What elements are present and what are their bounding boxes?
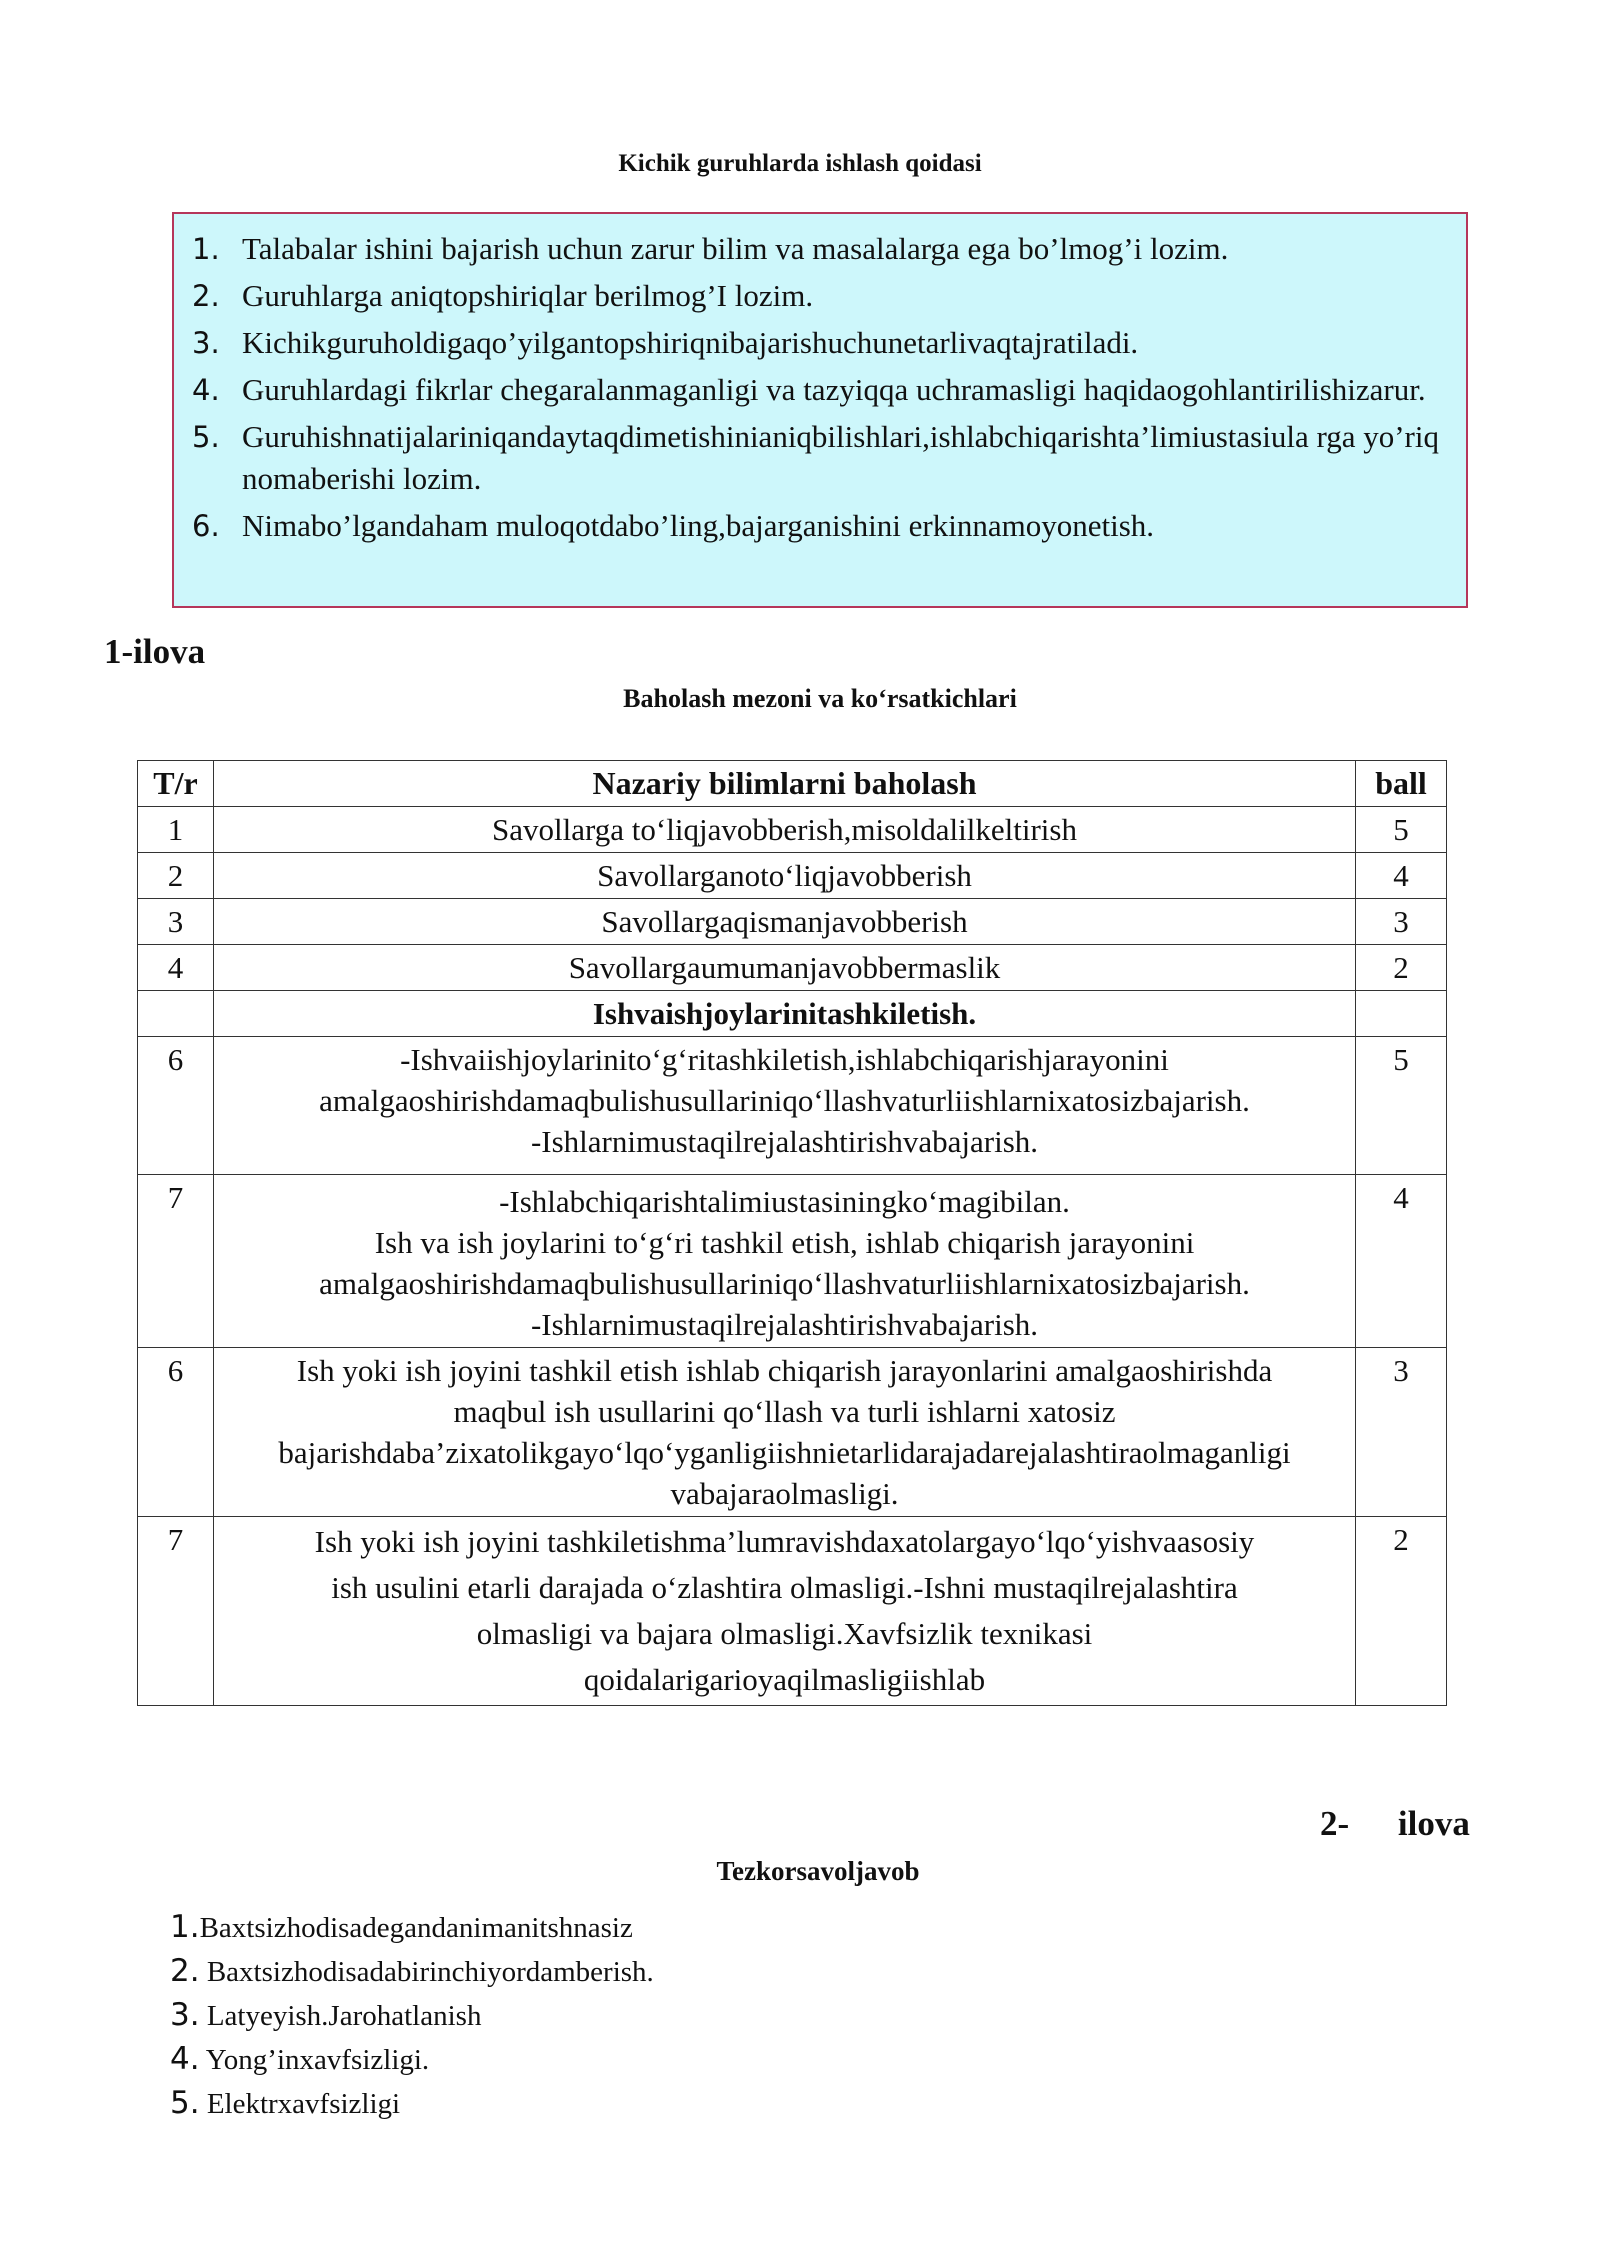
- criteria-line: -Ishlarnimustaqilrejalashtirishvabajarish.: [530, 1307, 1039, 1342]
- row-number: 6: [138, 1037, 214, 1175]
- row-ball: 2: [1356, 1517, 1447, 1706]
- rule-item: [192, 275, 1442, 317]
- criteria-line: Savollarga to‘liqjavobberish,misoldalilkeltirish: [492, 812, 1077, 847]
- question-text: Yong’inxavfsizligi.: [205, 2044, 430, 2076]
- rule-item: [192, 228, 1442, 270]
- question-number: 3.: [170, 1997, 200, 2033]
- question-number: 4.: [170, 2041, 200, 2077]
- criteria-line: amalgaoshirishdamaqbulishusullariniqo‘llashvaturliishlarnixatosizbajarish.: [319, 1266, 1250, 1301]
- question-number: 1.: [170, 1909, 200, 1945]
- header-ball: ball: [1356, 761, 1447, 807]
- list-item: [170, 2082, 654, 2126]
- criteria-line: Savollargaqismanjavobberish: [601, 904, 968, 939]
- header-number: T/r: [138, 761, 214, 807]
- row-number: 4: [138, 945, 214, 991]
- table-row: [138, 1348, 1447, 1517]
- row-ball: 2: [1356, 945, 1447, 991]
- rule-item: [192, 505, 1442, 547]
- rules-box: [172, 212, 1468, 608]
- rule-text: Nimabo’lgandaham muloqotdabo’ling,bajarganishini erkinnamoyonetish.: [242, 508, 1155, 543]
- criteria-line: -Ishlarnimustaqilrejalashtirishvabajarish.: [530, 1124, 1039, 1159]
- appendix-2-label: 2- ilova: [1320, 1804, 1470, 1843]
- criteria-table: [137, 760, 1447, 1706]
- row-criteria: [214, 945, 1356, 991]
- question-text: Elektrxavfsizligi: [206, 2088, 401, 2120]
- row-ball: 5: [1356, 1037, 1447, 1175]
- row-criteria: [214, 1348, 1356, 1517]
- header-criteria: Nazariy bilimlarni baholash: [214, 761, 1356, 807]
- row-ball: 4: [1356, 853, 1447, 899]
- rule-text: Guruhlardagi fikrlar chegaralanmaganligi va tazyiqqa uchramasligi haqidaogohlantirilishizarur.: [242, 372, 1426, 407]
- criteria-line: qoidalarigarioyaqilmasligiishlab: [583, 1662, 986, 1697]
- criteria-line: vabajaraolmasligi.: [670, 1476, 899, 1511]
- rule-number: 3.: [192, 326, 220, 360]
- row-criteria: [214, 807, 1356, 853]
- row-criteria: [214, 853, 1356, 899]
- question-text: Baxtsizhodisadegandanimanitshnasiz: [199, 1912, 633, 1944]
- criteria-line: Ishvaishjoylarinitashkiletish.: [592, 996, 977, 1031]
- row-criteria: [214, 1517, 1356, 1706]
- list-item: [170, 1950, 654, 1994]
- rule-item: [192, 322, 1442, 364]
- table-row: [138, 899, 1447, 945]
- row-number: 2: [138, 853, 214, 899]
- rule-item: [192, 369, 1442, 411]
- question-text: Latyeyish.Jarohatlanish: [206, 2000, 482, 2032]
- table-row: [138, 1517, 1447, 1706]
- row-number: 7: [138, 1175, 214, 1348]
- appendix-1-label: 1-ilova: [104, 632, 206, 671]
- page-title: Kichik guruhlarda ishlash qoidasi: [618, 150, 982, 177]
- rule-text: Guruhishnatijalariniqandaytaqdimetishinianiqbilishlari,ishlabchiqarishta’limiustasiulа rga yo’riqnomaberishi lozim.: [242, 419, 1439, 496]
- criteria-line: ish usulini etarli darajada o‘zlashtira olmasligi.-Ishni mustaqilrejalashtira: [331, 1570, 1238, 1605]
- rule-item: [192, 416, 1442, 500]
- rules-list: [192, 228, 1442, 547]
- rule-number: 4.: [192, 373, 220, 407]
- question-text: Baxtsizhodisadabirinchiyordamberish.: [206, 1956, 654, 1988]
- question-number: 5.: [170, 2085, 200, 2121]
- table-row: [138, 807, 1447, 853]
- row-ball: 4: [1356, 1175, 1447, 1348]
- row-section-heading: [214, 991, 1356, 1037]
- row-ball: [1356, 991, 1447, 1037]
- table-row: [138, 945, 1447, 991]
- rule-text: Talabalar ishini bajarish uchun zarur bilim va masalalarga ega bo’lmog’i lozim.: [242, 231, 1229, 266]
- table-row: [138, 1037, 1447, 1175]
- list-item: [170, 1994, 654, 2038]
- criteria-line: olmasligi va bajara olmasligi.Xavfsizlik texnikasi: [476, 1616, 1093, 1651]
- criteria-title: Baholash mezoni va ko‘rsatkichlari: [623, 684, 1017, 713]
- row-number: 6: [138, 1348, 214, 1517]
- criteria-line: Savollargaumumanjavobbermaslik: [568, 950, 1001, 985]
- rule-number: 5.: [192, 420, 220, 454]
- quick-questions-list: [170, 1906, 654, 2126]
- criteria-line: -Ishlabchiqarishtalimiustasiningko‘magibilan.: [499, 1184, 1070, 1219]
- table-row: [138, 853, 1447, 899]
- row-ball: 3: [1356, 1348, 1447, 1517]
- row-criteria: [214, 1175, 1356, 1348]
- criteria-line: bajarishdaba’zixatolikgayo‘lqo‘yganligiishnietarlidarajadarejalashtiraolmaganligi: [278, 1435, 1291, 1470]
- list-item: [170, 1906, 654, 1950]
- row-number: 7: [138, 1517, 214, 1706]
- criteria-line: -Ishvaiishjoylarinito‘g‘ritashkiletish,ishlabchiqarishjarayonini: [400, 1042, 1169, 1077]
- criteria-line: Savollarganoto‘liqjavobberish: [597, 858, 972, 893]
- row-number: 3: [138, 899, 214, 945]
- criteria-line: Ish yoki ish joyini tashkiletishma’lumravishdaxatolargayo‘lqo‘yishvaasosiy: [314, 1524, 1255, 1559]
- row-number: [138, 991, 214, 1037]
- table-row: [138, 991, 1447, 1037]
- criteria-line: amalgaoshirishdamaqbulishusullariniqo‘llashvaturliishlarnixatosizbajarish.: [319, 1083, 1250, 1118]
- list-item: [170, 2038, 654, 2082]
- criteria-line: Ish va ish joylarini to‘g‘ri tashkil etish, ishlab chiqarish jarayonini: [374, 1225, 1195, 1260]
- row-criteria: [214, 899, 1356, 945]
- row-number: 1: [138, 807, 214, 853]
- rule-number: 2.: [192, 279, 220, 313]
- rule-text: Kichikguruholdigaqo’yilgantopshiriqnibajarishuchunetarlivaqtajratiladi.: [242, 325, 1139, 360]
- row-ball: 5: [1356, 807, 1447, 853]
- rule-number: 6.: [192, 509, 220, 543]
- rule-text: Guruhlarga aniqtopshiriqlar berilmog’I lozim.: [242, 278, 814, 313]
- rule-number: 1.: [192, 232, 220, 266]
- row-criteria: [214, 1037, 1356, 1175]
- row-ball: 3: [1356, 899, 1447, 945]
- quick-questions-title: Tezkorsavoljavob: [716, 1856, 920, 1886]
- criteria-line: Ish yoki ish joyini tashkil etish ishlab chiqarish jarayonlarini amalgaoshirishda: [296, 1353, 1273, 1388]
- table-header-row: [138, 761, 1447, 807]
- criteria-line: maqbul ish usullarini qo‘llash va turli ishlarni xatosiz: [453, 1394, 1116, 1429]
- question-number: 2.: [170, 1953, 200, 1989]
- table-row: [138, 1175, 1447, 1348]
